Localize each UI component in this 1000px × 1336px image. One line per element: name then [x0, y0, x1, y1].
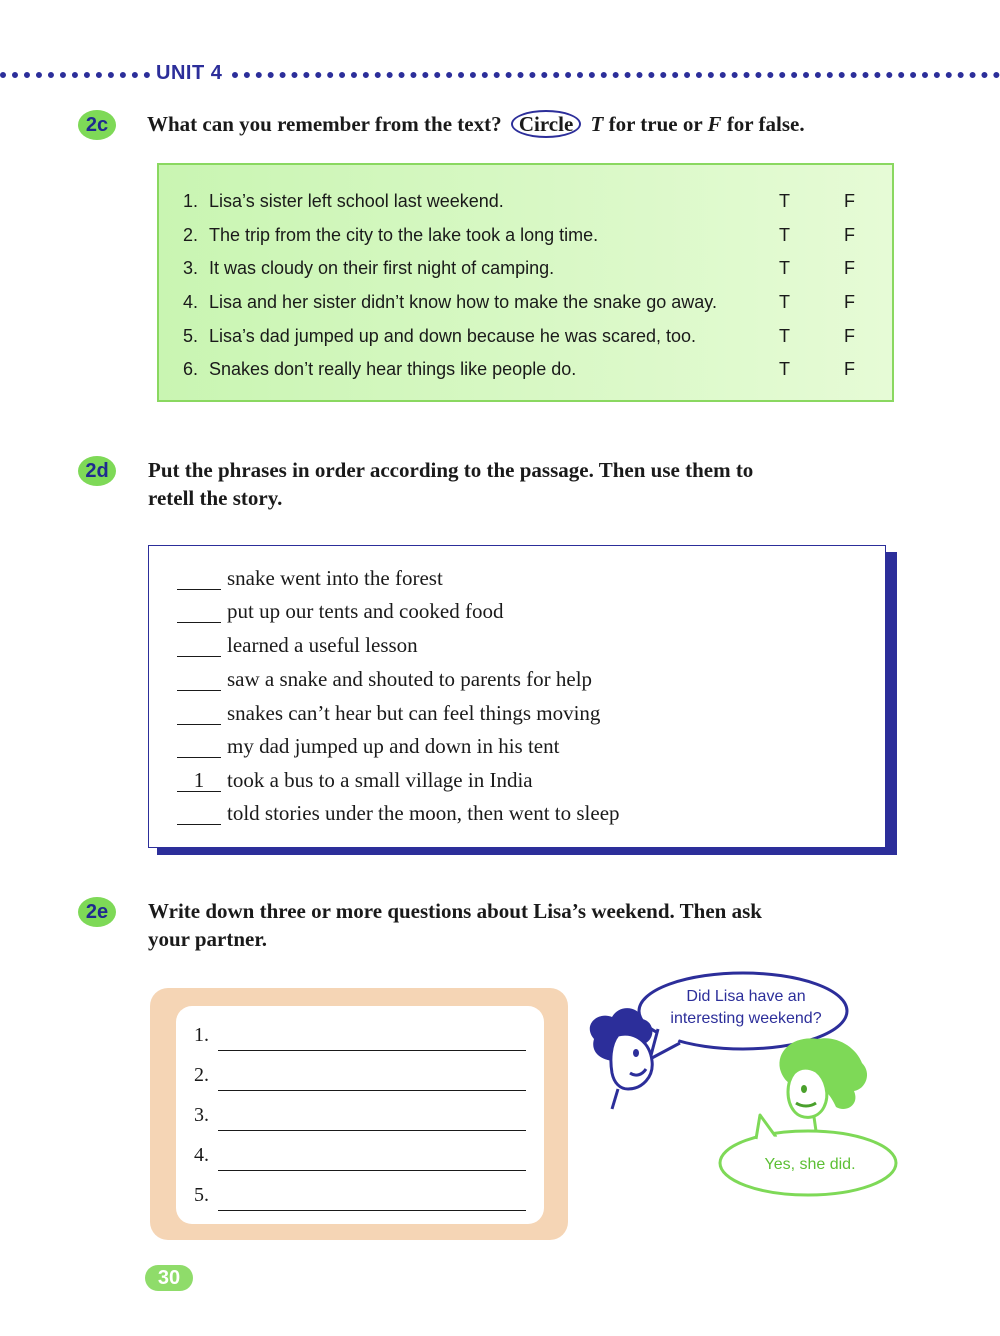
order-blank[interactable]	[177, 735, 221, 758]
tf-item-text: The trip from the city to the lake took a long time.	[209, 225, 599, 245]
order-item-text: snake went into the forest	[227, 566, 443, 590]
instruction-2e	[148, 897, 948, 953]
tf-item-text: Lisa’s dad jumped up and down because he was scared, too.	[209, 326, 696, 346]
tf-option-f[interactable]: F	[844, 258, 855, 278]
order-blank[interactable]	[177, 600, 221, 623]
question-number: 5.	[194, 1184, 209, 1206]
order-item-text: saw a snake and shouted to parents for help	[227, 667, 593, 691]
boy-character-icon	[779, 1038, 867, 1131]
tf-item	[183, 253, 883, 283]
tf-item-text: It was cloudy on their first night of camping.	[209, 258, 555, 278]
order-blank[interactable]	[177, 702, 221, 725]
tf-item-number: 1.	[183, 191, 199, 211]
question-line[interactable]	[194, 1184, 534, 1214]
question-line[interactable]	[194, 1104, 534, 1134]
question-number: 1.	[194, 1024, 209, 1046]
tf-option-t[interactable]: T	[779, 359, 790, 379]
tf-item-number: 5.	[183, 326, 199, 346]
tf-option-t[interactable]: T	[779, 258, 790, 278]
order-blank[interactable]	[177, 567, 221, 590]
question-line[interactable]	[194, 1024, 534, 1054]
order-item-text: learned a useful lesson	[227, 633, 418, 657]
circle-word: Circle	[511, 110, 581, 138]
tf-option-f[interactable]: F	[844, 359, 855, 379]
true-false-box	[157, 163, 894, 402]
tf-item-number: 6.	[183, 359, 199, 379]
order-item	[177, 596, 857, 626]
tf-item-text: Lisa’s sister left school last weekend.	[209, 191, 504, 211]
answer-line[interactable]	[218, 1130, 526, 1131]
bubble-question-line1: Did Lisa have an	[686, 988, 806, 1005]
order-item	[177, 698, 857, 728]
instruction-2c-f: F	[707, 112, 722, 136]
tf-item-text: Snakes don’t really hear things like people do.	[209, 359, 577, 379]
question-line[interactable]	[194, 1064, 534, 1094]
order-blank[interactable]	[177, 668, 221, 691]
section-badge-2e: 2e	[78, 897, 116, 927]
unit-label: UNIT 4	[156, 62, 223, 84]
answer-line[interactable]	[218, 1090, 526, 1091]
answer-line[interactable]	[218, 1050, 526, 1051]
tf-option-f[interactable]: F	[844, 292, 855, 312]
instruction-2c-t: T	[590, 112, 604, 136]
dialogue-illustration	[580, 965, 910, 1205]
girl-character-icon	[590, 1008, 653, 1109]
page-number: 30	[145, 1265, 193, 1291]
tf-item	[183, 354, 883, 384]
order-item	[177, 664, 857, 694]
bubble-question-line2: interesting weekend?	[670, 1010, 822, 1027]
tf-item	[183, 186, 883, 216]
dotted-rule-right	[232, 72, 1000, 78]
tf-option-f[interactable]: F	[844, 225, 855, 245]
order-item-text: took a bus to a small village in India	[227, 768, 533, 792]
order-item	[177, 798, 857, 828]
tf-item	[183, 321, 883, 351]
section-badge-2c: 2c	[78, 110, 116, 140]
bubble-answer: Yes, she did.	[764, 1156, 856, 1173]
tf-item-number: 3.	[183, 258, 199, 278]
answer-speech-bubble	[720, 1115, 896, 1195]
instruction-2d	[148, 456, 948, 512]
question-number: 3.	[194, 1104, 209, 1126]
tf-option-t[interactable]: T	[779, 191, 790, 211]
tf-option-f[interactable]: F	[844, 191, 855, 211]
order-blank[interactable]	[177, 634, 221, 657]
instruction-2e-line1: Write down three or more questions about Lisa’s weekend. Then ask	[148, 899, 762, 923]
order-item-text: put up our tents and cooked food	[227, 599, 504, 623]
tf-option-f[interactable]: F	[844, 326, 855, 346]
order-item-text: snakes can’t hear but can feel things moving	[227, 701, 601, 725]
instruction-2e-line2: your partner.	[148, 927, 268, 951]
tf-option-t[interactable]: T	[779, 292, 790, 312]
instruction-2c-text: What can you remember from the text?	[147, 112, 502, 136]
section-badge-2d: 2d	[78, 456, 116, 486]
answer-line[interactable]	[218, 1170, 526, 1171]
tf-item-number: 2.	[183, 225, 199, 245]
tf-item	[183, 220, 883, 250]
order-item-text: told stories under the moon, then went to sleep	[227, 801, 620, 825]
tf-item	[183, 287, 883, 317]
question-number: 2.	[194, 1064, 209, 1086]
tf-item-text: Lisa and her sister didn’t know how to make the snake go away.	[209, 292, 717, 312]
unit-header	[0, 62, 1000, 86]
dotted-rule-left	[0, 72, 150, 78]
tf-option-t[interactable]: T	[779, 326, 790, 346]
order-item	[177, 563, 857, 593]
tf-option-t[interactable]: T	[779, 225, 790, 245]
instruction-2c-mid: for true or	[603, 112, 708, 136]
question-line[interactable]	[194, 1144, 534, 1174]
order-box	[148, 545, 886, 848]
order-item	[177, 765, 857, 795]
question-number: 4.	[194, 1144, 209, 1166]
order-item-text: my dad jumped up and down in his tent	[227, 734, 560, 758]
order-item	[177, 731, 857, 761]
instruction-2d-line1: Put the phrases in order according to the passage. Then use them to	[148, 458, 754, 482]
instruction-2c-end: for false.	[721, 112, 805, 136]
order-item	[177, 630, 857, 660]
order-blank[interactable]	[177, 802, 221, 825]
instruction-2d-line2: retell the story.	[148, 486, 283, 510]
tf-item-number: 4.	[183, 292, 199, 312]
order-blank[interactable]: 1	[177, 769, 221, 792]
instruction-2c	[147, 110, 947, 138]
answer-line[interactable]	[218, 1210, 526, 1211]
